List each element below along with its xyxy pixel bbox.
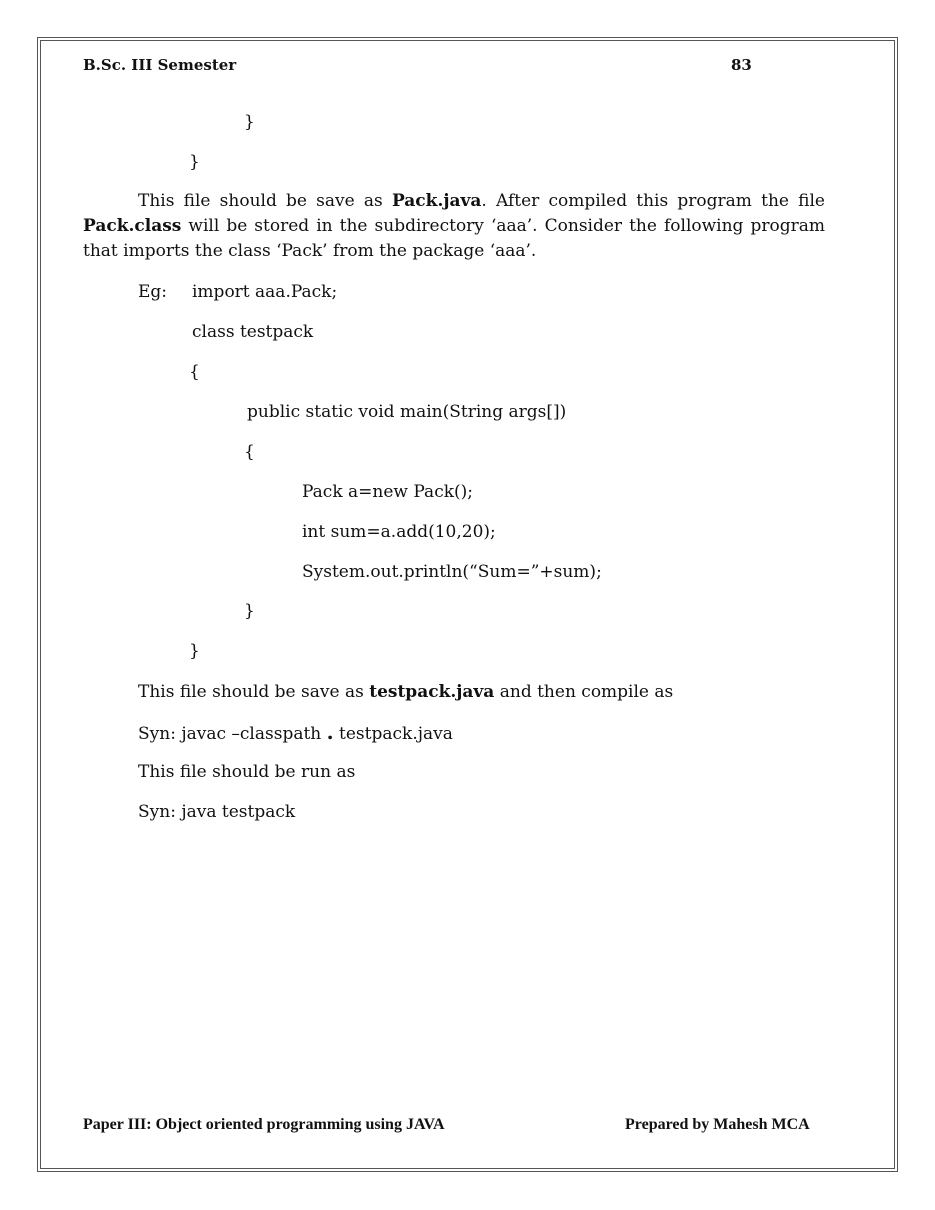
opening-brace: { bbox=[189, 362, 200, 382]
code-line: import aaa.Pack; bbox=[192, 282, 338, 302]
code-line: System.out.println(“Sum=”+sum); bbox=[302, 562, 602, 582]
filename-pack-class: Pack.class bbox=[83, 216, 182, 236]
page-number: 83 bbox=[731, 56, 752, 74]
footer-paper-title: Paper III: Object oriented programming using JAVA bbox=[83, 1116, 445, 1133]
opening-brace: { bbox=[244, 442, 255, 462]
code-line: int sum=a.add(10,20); bbox=[302, 522, 496, 542]
closing-brace: } bbox=[189, 641, 200, 661]
closing-brace: } bbox=[244, 112, 255, 132]
example-label: Eg: bbox=[138, 282, 168, 302]
filename-testpack-java: testpack.java bbox=[369, 682, 495, 702]
header-semester: B.Sc. III Semester bbox=[83, 56, 237, 74]
save-instruction: This file should be save as testpack.java and then compile as bbox=[138, 682, 674, 702]
footer-author: Prepared by Mahesh MCA bbox=[625, 1116, 810, 1133]
code-line: class testpack bbox=[192, 322, 314, 342]
code-line: public static void main(String args[]) bbox=[247, 402, 567, 422]
compile-syntax: Syn: javac –classpath . testpack.java bbox=[138, 720, 453, 744]
closing-brace: } bbox=[189, 152, 200, 172]
code-line: Pack a=new Pack(); bbox=[302, 482, 474, 502]
intro-paragraph: This file should be save as Pack.java. After compiled this program the file Pack.class will be stored in the subdirectory ‘aaa’. Consider the following program that imports the class ‘Pack’ from the package ‘aaa’. bbox=[83, 191, 825, 261]
run-instruction: This file should be run as bbox=[138, 762, 356, 782]
closing-brace: } bbox=[244, 601, 255, 621]
run-syntax: Syn: java testpack bbox=[138, 802, 296, 822]
filename-pack-java: Pack.java bbox=[391, 191, 482, 211]
